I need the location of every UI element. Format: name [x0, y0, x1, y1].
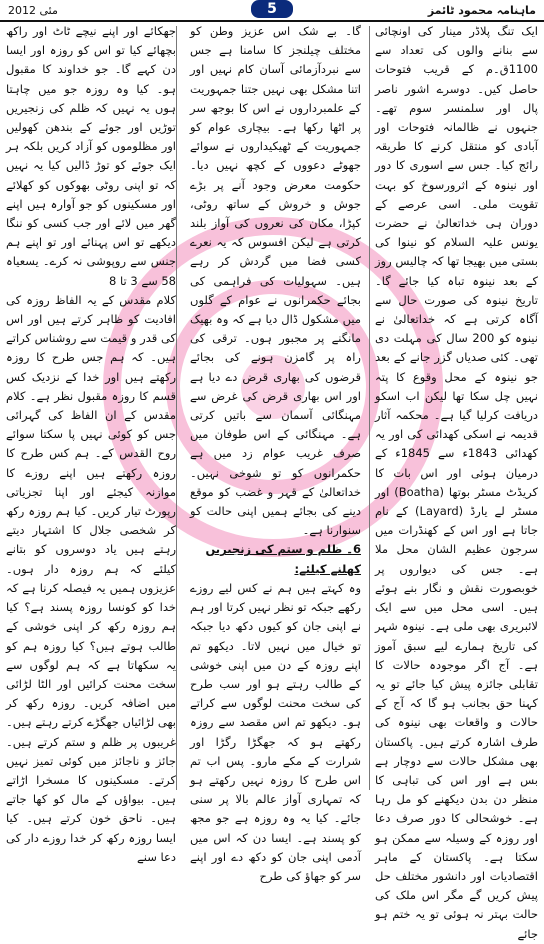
article-columns	[6, 22, 539, 941]
column-middle-continued: وہ کہتے ہیں ہم نے کس لیے روزے رکھے جبکہ تو نظر نہیں کرتا اور ہم نے اپنی جان کو کیوں دکھ دیا جبکہ تو خیال میں نہیں لاتا۔ دیکھو تم اپنے روزہ کے دن میں اپنی خوشی کے طالب رہتے ہو اور سب طرح کی سخت محنت لوگوں سے کراتے ہو۔ دیکھو تم اس مقصد سے روزہ رکھتے ہو کہ جھگڑا رگڑا اور شرارت کے مکے مارو۔ پس اب تم اس طرح کا روزہ نہیں رکھتے ہو کہ تمہاری آواز عالم بالا پر سنی جائے۔ کیا یہ وہ روزہ ہے جو مجھ کو پسند ہے۔ ایسا دن کہ اس میں آدمی اپنی جان کو دکھ دے اور اپنے سر کو جھاؤ کی طرح	[190, 580, 361, 883]
column-left-paragraph-2: کلام مقدس کے یہ الفاظ روزہ کی افادیت کو ظاہر کرتے ہیں اور اس کی قدر و قیمت سے روشناس کراتے ہیں۔ کہ ہم جس طرح کا روزہ رکھتے ہیں اور خدا کے نزدیک کس قسم کا روزہ مقبول نظر ہے۔ کلام مقدس کے ان الفاظ کی گہرائی جس کو کوئی نہیں پا سکتا سوائے روح القدس کے۔ ہم کس طرح کا روزہ رکھتے ہیں اپنے روزے کا موازنہ کیجئے اور اپنا تجزیاتی رپورٹ تیار کریں۔ کیا ہم روزہ رکھ کر شخصی جلال کا اشتہار دیتے رہتے ہیں یاد دوسروں کو بتانے کیلئے کہ ہم روزہ دار ہوں۔ عزیزوں ہمیں یہ فیصلہ کرنا ہے کہ خدا کو کونسا روزہ پسند ہے؟ کیا ہم روزہ رکھ کر اپنی خوشی کے طالب ہوتے ہیں؟ کیا روزہ ہم کو یہ سکھاتا ہے کہ ہم لوگوں سے سخت محنت کرائیں اور الٹا لڑائی میں اضافہ کریں۔ روزہ رکھ کر بھی لڑائیاں جھگڑے کرتے رہتے ہیں۔ غریبوں پر ظلم و ستم کرتے ہیں۔ جائز و ناجائز میں کوئی تمیز نہیں کرتے۔ مسکینوں کا مسخرا اڑاتے ہیں۔ بیواؤں کے مال کو کھا جاتے ہیں۔ ناحق خون کرتے ہیں۔ کیا ایسا روزہ رکھ کر خدا روزے دار کی دعا سنے	[6, 292, 176, 864]
column-right-text: ایک تنگ پلاڈر مینار کی اونچائی سے بنانے والوں کی تعداد سے 1100ق۔م کے قریب فتوحات حاصل کیں۔ دوسرے اشور ناصر پال اور سلمنسر سوم تھے۔ جنہوں نے ظالمانہ فتوحات اور آبادی کو منتقل کرنے کا طریقہ رائج کیا۔ جس سے اسوری کا دور اور نینوہ کے اثرورسوخ کو بہت تقویت ملی۔ اسی عرصے کے دوران ہی خداتعالیٰ نے حضرت یونس علیہ السلام کو نینوا کی بستی میں بھیجا تھا کہ چالیس روز کے بعد نینوہ تباہ کیا جائے گا۔ تاریخ نینوہ کی صورت حال سے آگاہ کرتی ہے کہ خداتعالیٰ نے نینوہ کو 200 سال کی مہلت دی تھی۔ کئی صدیاں گزر جانے کے بعد جو نینوہ کے محل وقوع کا پتہ نہیں چل سکا تھا لیکن اب اسکو دریافت کرلیا گیا ہے۔ محکمہ آثار قدیمہ نے اسکی کھدائی کی اور یہ کھدائی 1843ء سے 1845ء کے درمیان ہوئی اور اس بات کا کریڈٹ مسٹر بوتھا (Boatha) اور مسٹر لے یارڈ (Layard) کے نام جاتا ہے اور اس کے کھنڈرات میں سرجون عظیم الشان محل ملا ہے۔ جس کی دیواروں پر خوبصورت نقش و نگار بنے ہوئے ہیں۔ اسی محل میں سے ایک لائبریری بھی ملی ہے۔ نینوہ شہر کی تاریخ ہمارے لیے سبق آموز ہے۔ آج اگر موجودہ حالات کا تقابلی جائزہ پیش کیا جائے تو یہ کہنا حق بجانب ہو گا کہ آج کے حالات و واقعات بھی نینوہ کی طرف اشارہ کرتے ہیں۔ پاکستان بھی مشکل حالات سے دوچار ہے بس ہے اور اس کی تباہی کا منظر دن بدن دیکھنے کو مل رہا ہے۔ خوشحالی کا دور صرف دعا اور روزہ کے وسیلہ سے ممکن ہو سکتا ہے۔ پاکستان کے ماہر اقتصادیات اور دانشور مختلف حل پیش کریں گے مگر اس ملک کی حالت بہتر نہ ہوئی تو یہ ختم ہو جائے	[375, 24, 539, 941]
column-left	[6, 22, 176, 864]
magazine-title: ماہنامہ محمود ٹائمز	[427, 3, 536, 17]
section-heading: 6۔ ظلم و ستم کی زنجیریں کھلنے کیلئے:	[205, 542, 361, 576]
page-number: 5	[251, 0, 293, 18]
column-middle	[190, 22, 361, 883]
column-right	[375, 22, 539, 941]
column-left-text: جھکائے اور اپنے نیچے ٹاٹ اور راکھ بچھائے کیا تو اس کو روزہ اور ایسا دن کہے گا۔ جو خداوند کا مقبول ہو۔ کیا وہ روزہ جو میں چاہتا ہوں یہ نہیں کہ ظلم کی زنجیریں توڑیں اور جوئے کے بندھن کھولیں اور مظلوموں کو آزاد کریں بلکہ ہر ایک جوئے کو توڑ ڈالیں کیا یہ نہیں کہ تو اپنی روٹی بھوکوں کو کھلائے اور مسکینوں کو جو آوارہ ہیں اپنے گھر میں لائے اور جب کسی کو ننگا دیکھے تو اس پہنائے اور تو اپنے ہم جنس سے روپوشی نہ کرے۔ یسعیاہ 58 سے 3 تا 8	[6, 24, 176, 288]
issue-date: مئی 2012	[8, 3, 58, 17]
column-middle-text: گا۔ بے شک اس عزیز وطن کو مختلف چیلنجز کا سامنا ہے جس سے نبردآزمائی آسان کام نہیں اور اتنا مشکل بھی نہیں جتنا جمہوریت کے علمبرداروں نے اس کا بوجھ سر پر اٹھا رکھا ہے۔ بیچاری عوام کو جمہوریت کے ٹھیکیداروں نے سوائے جھوٹے دعووں کے کچھ نہیں دیا۔ حکومت معرض وجود آنے پر بڑے جوش و خروش کے ساتھ روٹی، کپڑا، مکان کی نعروں کی آواز بلند کرتی ہے لیکن افسوس کہ یہ نعرے کسی فضا میں گردش کر رہے ہیں۔ سہولیات کی فراہمی کی بجائے حکمرانوں نے عوام کے گلوں میں مشکول ڈال دیا ہے کہ وہ بھیک مانگنے پر مجبور ہوں۔ ترقی کی راہ پر گامزن ہونے کی بجائے قرضوں کی بھاری قرض دے دیا ہے اور اس بھاری قرض کی غرض سے مہنگائی آسمان سے باتیں کرتی ہے۔ مہنگائی کے اس طوفان میں صرف غریب عوام زد میں ہے حکمرانوں کو تو شوخی نہیں۔ خداتعالیٰ کے قہر و غضب کو موقع دینے کی بجائے ہمیں اپنی حالت کو سنوارنا ہے۔	[190, 24, 361, 538]
